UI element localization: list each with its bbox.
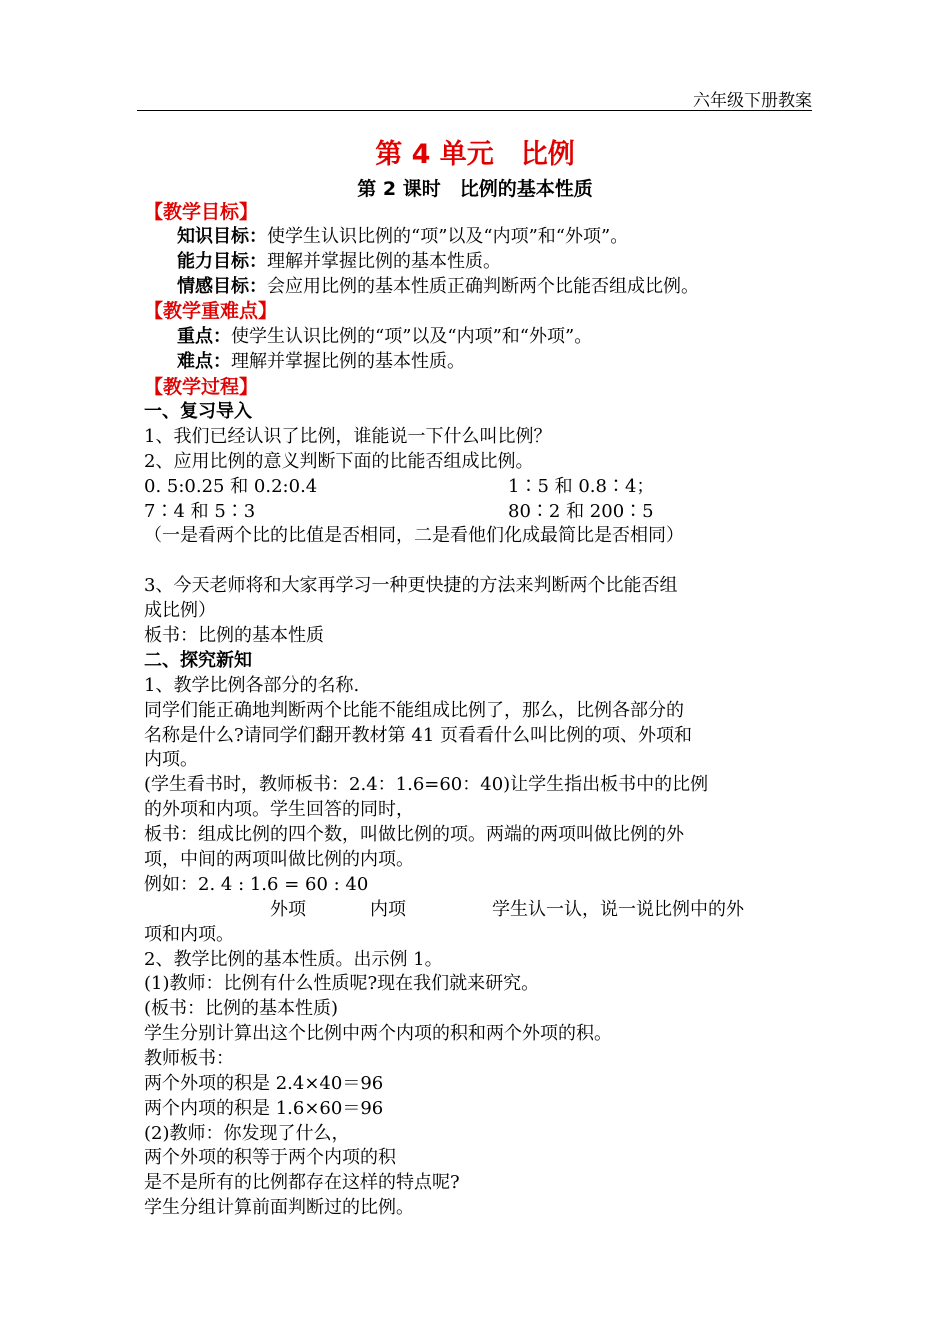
p2-line6: 的外项和内项。学生回答的同时， — [144, 799, 414, 820]
p1-line3b: 成比例） — [144, 600, 216, 621]
header-rule — [137, 110, 812, 111]
example-c: 7∶4 和 5∶3 — [144, 501, 256, 522]
p2-line10: 2、教学比例的基本性质。出示例 1。 — [144, 949, 443, 970]
ability-text: 理解并掌握比例的基本性质。 — [267, 251, 501, 272]
p1-note: （一是看两个比的比值是否相同，二是看他们化成最简比是否相同） — [144, 525, 684, 546]
outer-terms-label: 外项 — [270, 899, 306, 920]
difficult-text: 理解并掌握比例的基本性质。 — [231, 351, 465, 372]
difficult-label: 难点： — [177, 351, 231, 372]
difficult-point — [177, 350, 465, 374]
p2-line7: 板书：组成比例的四个数，叫做比例的项。两端的两项叫做比例的外 — [144, 824, 684, 845]
p2-example: 例如：2. 4 : 1.6 = 60 : 40 — [144, 874, 369, 895]
example-b: 1∶5 和 0.8∶4； — [508, 476, 655, 497]
p1-line3a: 3、今天老师将和大家再学习一种更快捷的方法来判断两个比能否组 — [144, 575, 678, 596]
emotion-label: 情感目标： — [177, 276, 267, 297]
p2-line20: 学生分组计算前面判断过的比例。 — [144, 1197, 414, 1218]
emotion-text: 会应用比例的基本性质正确判断两个比能否组成比例。 — [267, 276, 699, 297]
knowledge-objective — [177, 225, 628, 249]
p2-line1: 1、教学比例各部分的名称. — [144, 675, 360, 696]
inner-terms-label: 内项 — [370, 899, 406, 920]
p2-line17: (2)教师：你发现了什么， — [144, 1123, 350, 1144]
example-d: 80∶2 和 200∶5 — [508, 501, 654, 522]
key-points-heading: 【教学重难点】 — [144, 300, 278, 322]
p2-students: 学生认一认，说一说比例中的外 — [492, 899, 744, 920]
unit-title: 第 4 单元 比例 — [375, 139, 575, 170]
p2-line9: 项和内项。 — [144, 924, 234, 945]
p2-line3: 名称是什么?请同学们翻开教材第 41 页看看什么叫比例的项、外项和 — [144, 725, 692, 746]
example-a: 0. 5:0.25 和 0.2:0.4 — [144, 476, 318, 497]
header-text: 六年级下册教案 — [693, 91, 812, 111]
key-point — [177, 325, 592, 349]
part2-title: 二、探究新知 — [144, 650, 252, 671]
p2-line16: 两个内项的积是 1.6×60＝96 — [144, 1098, 384, 1119]
p1-line2: 2、应用比例的意义判断下面的比能否组成比例。 — [144, 451, 534, 472]
knowledge-text: 使学生认识比例的“项”以及“内项”和“外项”。 — [267, 226, 629, 247]
p2-line5: (学生看书时，教师板书：2.4：1.6=60：40)让学生指出板书中的比例 — [144, 774, 709, 795]
part1-title: 一、复习导入 — [144, 401, 252, 422]
emotion-objective — [177, 275, 699, 299]
p2-line4: 内项。 — [144, 749, 198, 770]
p2-line12: (板书：比例的基本性质) — [144, 998, 339, 1019]
knowledge-label: 知识目标： — [177, 226, 267, 247]
ability-label: 能力目标： — [177, 251, 267, 272]
key-text: 使学生认识比例的“项”以及“内项”和“外项”。 — [231, 326, 593, 347]
p2-line8: 项，中间的两项叫做比例的内项。 — [144, 849, 414, 870]
p2-line15: 两个外项的积是 2.4×40＝96 — [144, 1073, 384, 1094]
p1-board: 板书：比例的基本性质 — [144, 625, 324, 646]
p1-line1: 1、我们已经认识了比例，谁能说一下什么叫比例？ — [144, 426, 552, 447]
p2-line13: 学生分别计算出这个比例中两个内项的积和两个外项的积。 — [144, 1023, 612, 1044]
objectives-heading: 【教学目标】 — [144, 201, 259, 223]
p2-line2: 同学们能正确地判断两个比能不能组成比例了，那么，比例各部分的 — [144, 700, 684, 721]
p2-line11: (1)教师：比例有什么性质呢?现在我们就来研究。 — [144, 973, 540, 994]
lesson-title: 第 2 课时 比例的基本性质 — [357, 178, 593, 200]
p2-line14: 教师板书： — [144, 1048, 234, 1069]
p2-line19: 是不是所有的比例都存在这样的特点呢? — [144, 1172, 460, 1193]
process-heading: 【教学过程】 — [144, 376, 259, 398]
ability-objective — [177, 250, 501, 274]
key-label: 重点： — [177, 326, 231, 347]
p2-line18: 两个外项的积等于两个内项的积 — [144, 1147, 396, 1168]
